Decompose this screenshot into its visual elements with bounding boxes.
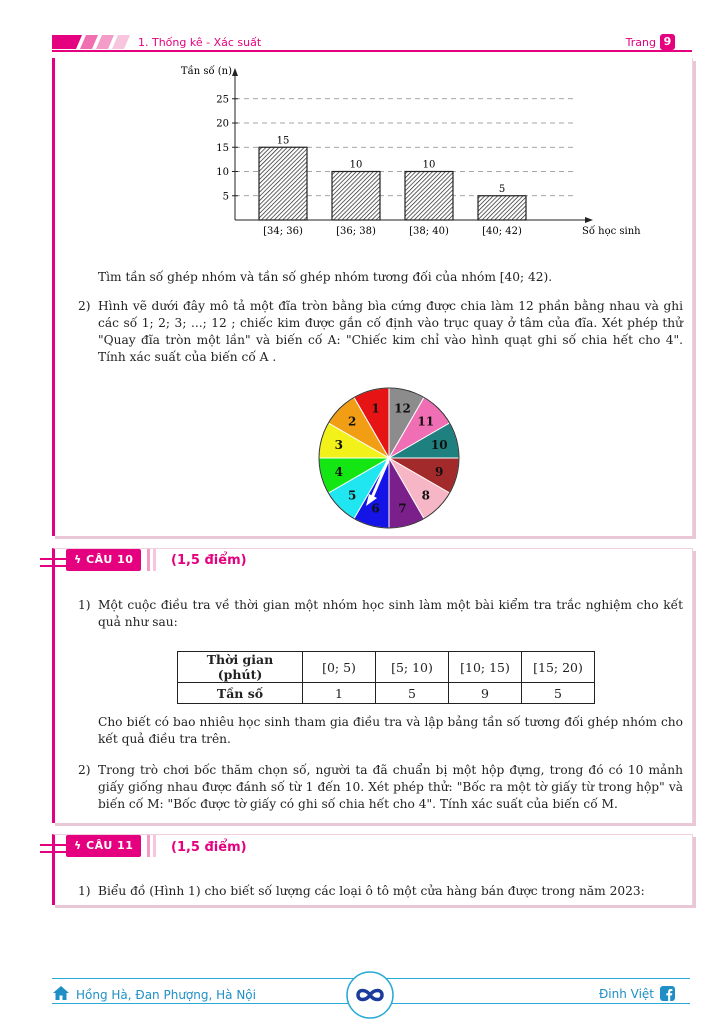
- y-tick-label: 20: [216, 118, 229, 130]
- table-cell: 5: [376, 683, 449, 704]
- header-stripes: [52, 35, 132, 49]
- x-tick-label: [36; 38): [336, 226, 376, 237]
- x-axis-arrow: [585, 217, 593, 223]
- table-cell: 1: [303, 683, 376, 704]
- item-number: 2): [78, 763, 91, 777]
- data-label: 15: [276, 135, 290, 147]
- bar: [259, 147, 307, 220]
- x-tick-label: [38; 40): [409, 226, 449, 237]
- table-cell: [10; 15): [449, 652, 522, 683]
- table-cell: [15; 20): [522, 652, 595, 683]
- cau-11-points: (1,5 điểm): [171, 840, 247, 855]
- wheel-label: 11: [417, 414, 435, 429]
- y-tick-label: 10: [216, 167, 229, 178]
- table-cell: [0; 5): [303, 652, 376, 683]
- cau-10-points: (1,5 điểm): [171, 553, 247, 568]
- x-axis-label: Số học sinh: [582, 226, 641, 237]
- y-axis-arrow: [232, 68, 238, 76]
- wheel-label: 5: [348, 488, 357, 503]
- wheel-label: 3: [334, 438, 343, 453]
- wheel-label: 9: [435, 464, 444, 479]
- item-number: 1): [78, 884, 91, 898]
- footer-address: Hồng Hà, Đan Phượng, Hà Nội: [76, 988, 256, 1002]
- page-indicator: [626, 34, 675, 50]
- table-head: Thời gian (phút): [178, 652, 303, 683]
- infinity-logo-icon: [345, 970, 395, 1020]
- car-chart-question: Biểu đồ (Hình 1) cho biết số lượng các loại ô tô một cửa hàng bán được trong năm 2023:: [98, 884, 645, 898]
- footer-author: [599, 986, 675, 1001]
- wheel-label: 2: [348, 414, 357, 429]
- table-row: [178, 652, 595, 683]
- wheel-label: 10: [430, 438, 448, 453]
- bar: [478, 196, 526, 220]
- cau-11-badge: [66, 835, 141, 857]
- table-row: [178, 683, 595, 704]
- badge-divider: [147, 549, 150, 571]
- chart-question: Tìm tần số ghép nhóm và tần số ghép nhóm tương đối của nhóm [40; 42).: [98, 270, 553, 284]
- y-tick-label: 15: [216, 142, 229, 154]
- header-rule: [52, 50, 692, 52]
- bolt-icon: ϟ: [74, 839, 87, 852]
- page-label: Trang: [625, 35, 656, 49]
- wheel-label: 12: [394, 401, 411, 416]
- wheel-label: 4: [334, 464, 343, 479]
- survey-question: Một cuộc điều tra về thời gian một nhóm học sinh làm một bài kiểm tra trắc nghiệm cho kết quả như sau:: [98, 598, 683, 629]
- author-name: Đinh Việt: [598, 986, 654, 1001]
- data-label: 5: [498, 183, 506, 195]
- table-head: Tần số: [178, 683, 303, 704]
- frequency-table: [177, 651, 595, 704]
- wheel-label: 8: [421, 488, 430, 503]
- table-cell: [5; 10): [376, 652, 449, 683]
- cau-10-label: CÂU 10: [86, 553, 134, 566]
- item-number: 2): [78, 299, 91, 313]
- wheel-question: Hình vẽ dưới đây mô tả một đĩa tròn bằng bìa cứng được chia làm 12 phần bằng nhau và ghi các số 1; 2; 3; ...; 12 ; chiếc kim được gắn cố định vào trục quay ở tâm của đĩa. Xét phép thử "Quay đĩa tròn một lần" và biến cố A: "Chiếc kim chỉ vào hình quạt ghi số chia hết cho 4". Tính xác suất của biến cố A .: [98, 299, 683, 364]
- badge-divider: [153, 549, 156, 571]
- bar: [332, 172, 380, 221]
- spinner-wheel: [315, 384, 463, 532]
- facebook-icon[interactable]: [660, 986, 675, 1001]
- badge-divider: [153, 835, 156, 857]
- section-title: 1. Thống kê - Xác suất: [138, 36, 262, 49]
- bolt-icon: ϟ: [74, 553, 87, 566]
- data-label: 10: [422, 159, 436, 171]
- wheel-label: 1: [371, 401, 380, 416]
- badge-divider: [147, 835, 150, 857]
- y-tick-label: 25: [216, 94, 229, 106]
- bar: [405, 172, 453, 221]
- wheel-label: 6: [371, 501, 380, 516]
- table-cell: 5: [522, 683, 595, 704]
- y-tick-label: 5: [222, 191, 229, 203]
- y-axis-label: Tần số (n): [180, 66, 232, 77]
- survey-followup: Cho biết có bao nhiêu học sinh tham gia điều tra và lập bảng tần số tương đối ghép nhóm cho kết quả điều tra trên.: [98, 715, 683, 746]
- item-number: 1): [78, 598, 91, 612]
- page-number: 9: [660, 34, 675, 50]
- data-label: 10: [349, 159, 363, 171]
- bar-chart: [160, 62, 641, 242]
- wheel-label: 7: [398, 501, 407, 516]
- x-tick-label: [40; 42): [482, 226, 522, 237]
- cau-11-label: CÂU 11: [86, 839, 134, 852]
- home-icon: [52, 985, 70, 1001]
- x-tick-label: [34; 36): [263, 226, 303, 237]
- table-cell: 9: [449, 683, 522, 704]
- lottery-question: Trong trò chơi bốc thăm chọn số, người ta đã chuẩn bị một hộp đựng, trong đó có 10 mảnh giấy giống nhau được đánh số từ 1 đến 10. Xét phép thử: "Bốc ra một tờ giấy từ trong hộp" và biến cố M: "Bốc được tờ giấy có ghi số chia hết cho 4". Tính xác suất của biến cố M.: [98, 763, 683, 811]
- cau-10-badge: [66, 549, 141, 571]
